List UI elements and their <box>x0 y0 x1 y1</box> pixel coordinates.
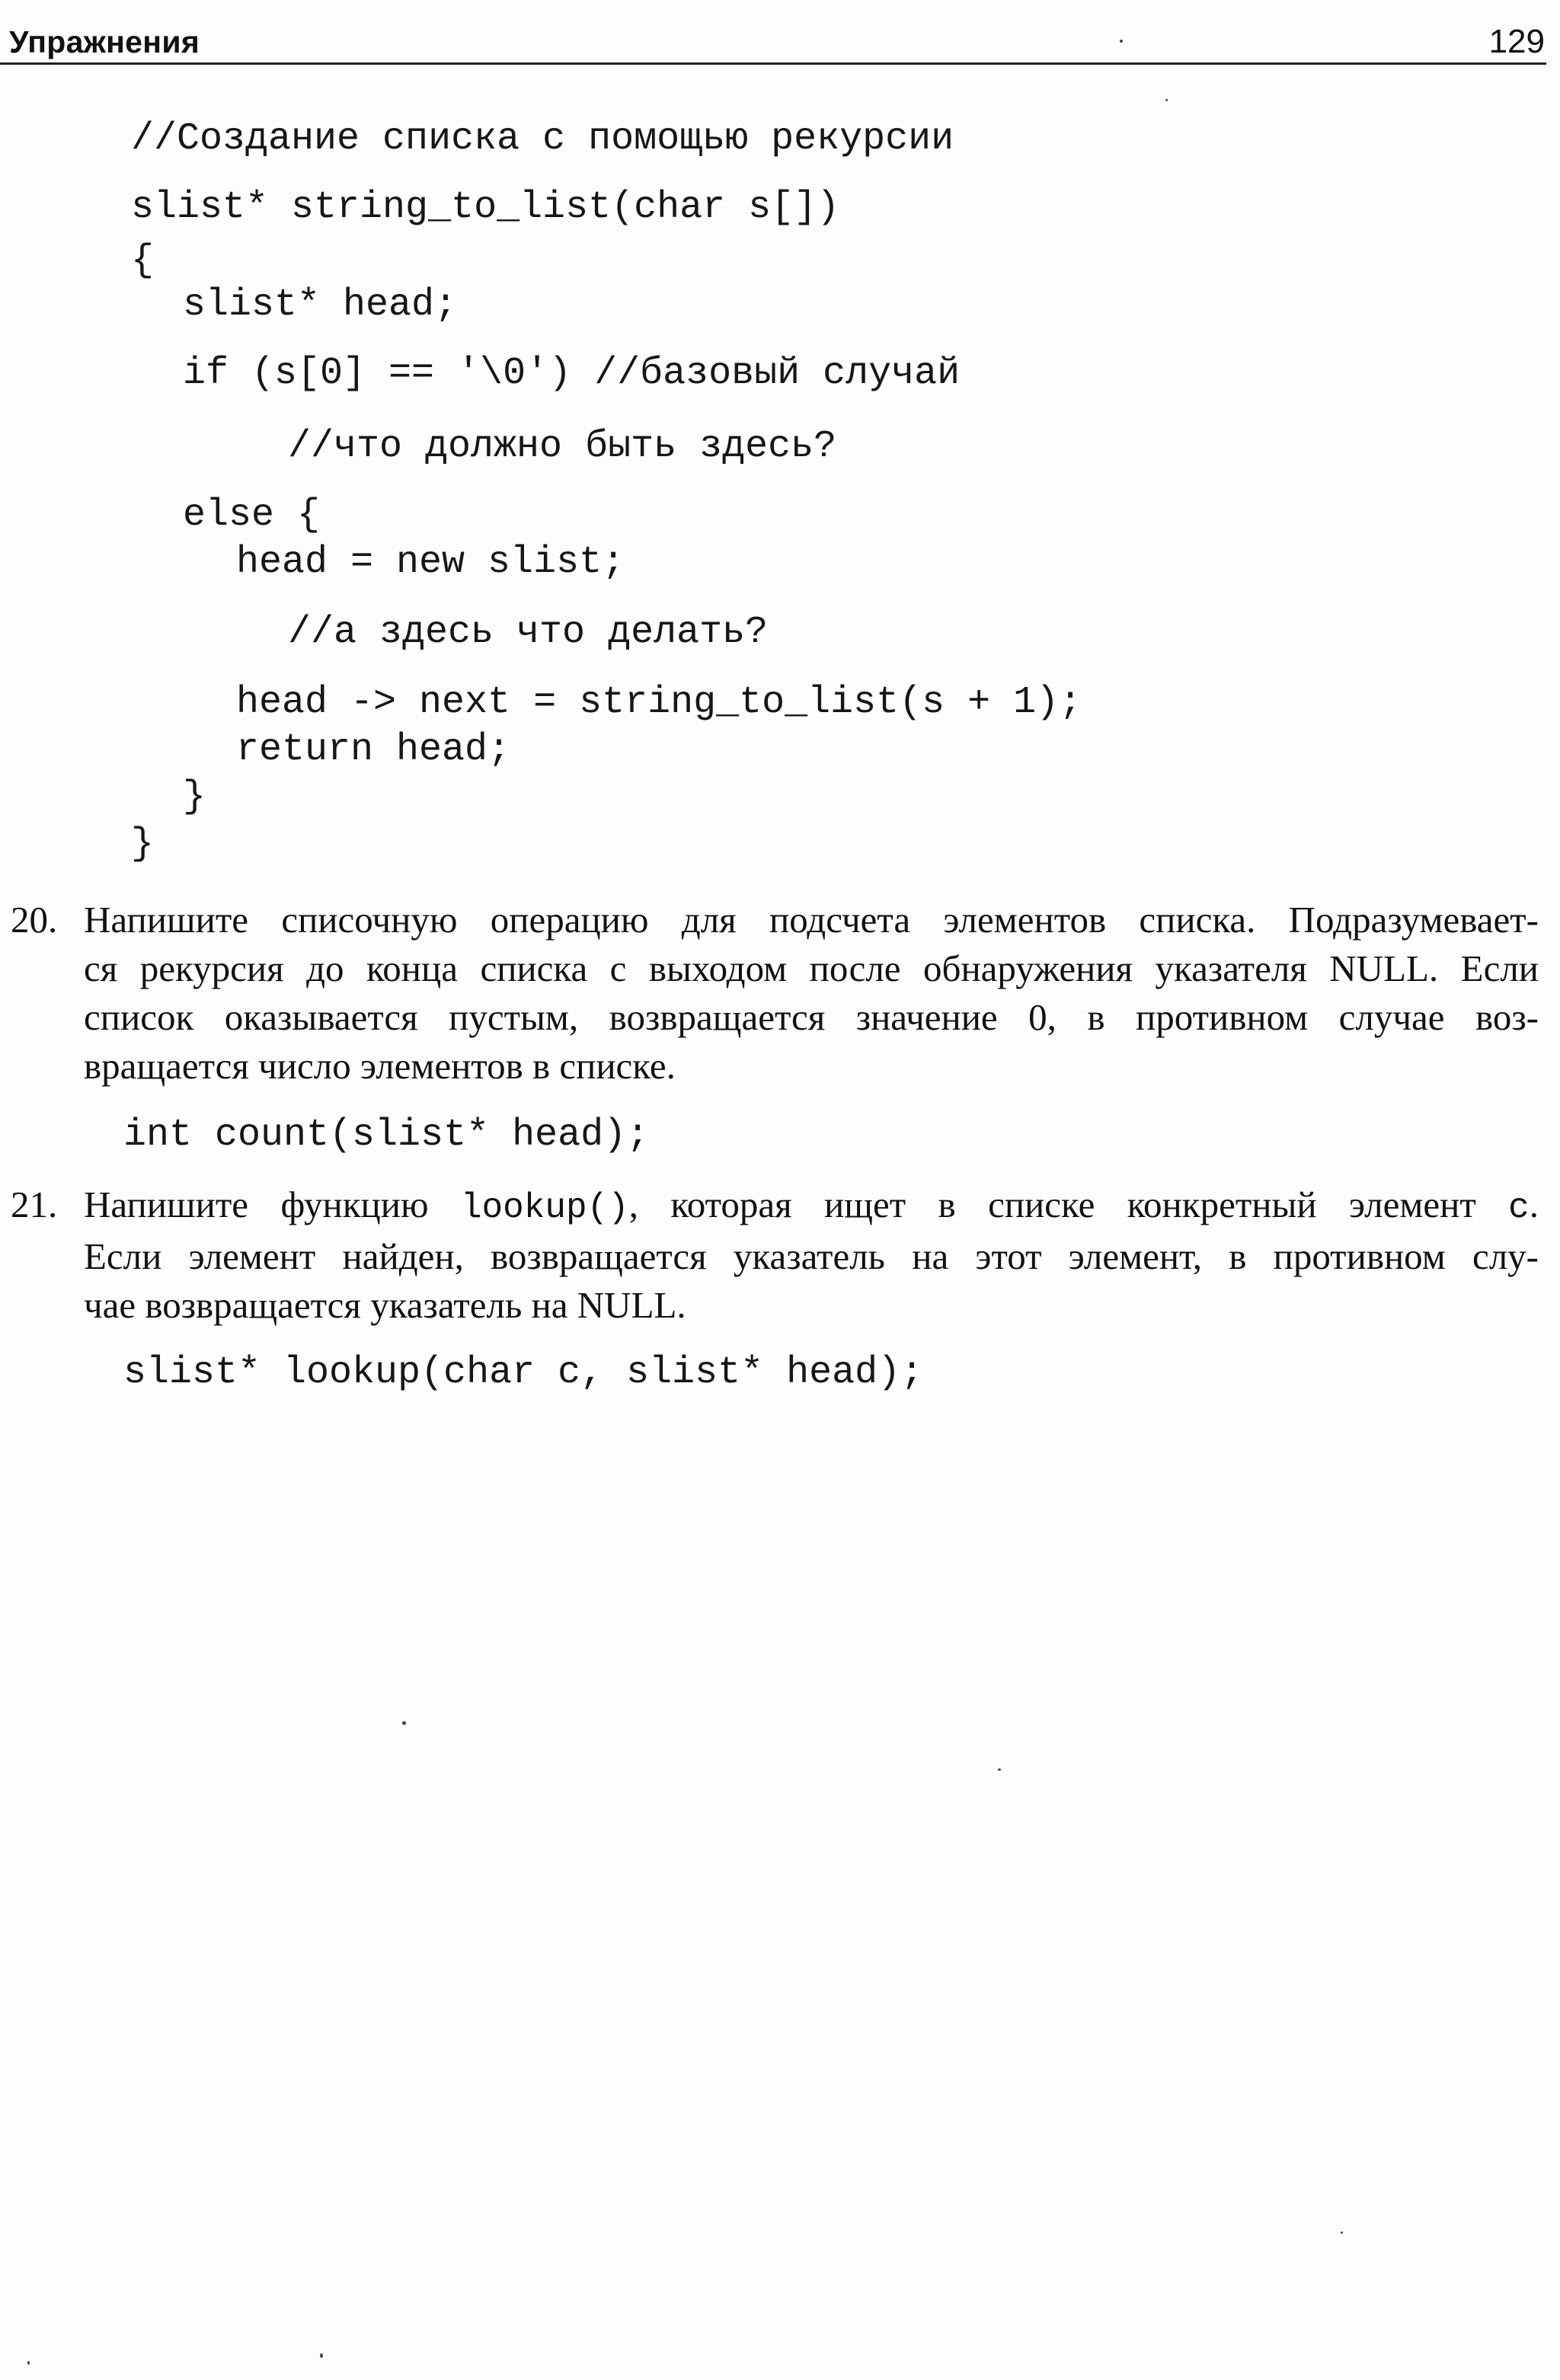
code-line: return head; <box>236 728 511 772</box>
code-line: } <box>131 823 155 866</box>
text-span: Напишите функцию <box>84 1184 461 1225</box>
text-line: Если элемент найден, возвращается указатель на этот элемент, в противном слу- <box>84 1235 1539 1277</box>
scan-speck <box>1120 40 1123 43</box>
code-comment-line: //Создание списка с помощью рекурсии <box>131 117 954 161</box>
code-line: if (s[0] == '\0') //базовый случай <box>183 352 961 395</box>
code-comment-line: //а здесь что делать? <box>288 611 769 654</box>
code-signature-count: int count(slist* head); <box>123 1113 650 1157</box>
text-line: Напишите списочную операцию для подсчета элементов списка. Подразумевает- <box>84 899 1539 941</box>
text-line: вращается число элементов в списке. <box>84 1045 676 1087</box>
text-span: . <box>1529 1184 1539 1225</box>
exercise-number: 21. <box>11 1184 58 1225</box>
scan-speck <box>27 2361 30 2365</box>
code-line: slist* head; <box>183 283 458 327</box>
page-number: 129 <box>1488 23 1545 60</box>
scan-speck <box>402 1721 406 1725</box>
code-comment-line: //что должно быть здесь? <box>288 425 837 468</box>
code-line: head = new slist; <box>236 541 625 584</box>
exercise-text <box>84 896 1539 1091</box>
scan-speck <box>1341 2231 1343 2234</box>
scan-speck <box>1165 99 1168 101</box>
text-line <box>84 1180 1539 1232</box>
inline-code: lookup() <box>460 1188 629 1228</box>
running-header <box>0 14 1545 59</box>
scan-speck <box>998 1768 1001 1771</box>
exercise-number: 20. <box>11 899 58 941</box>
text-line: ся рекурсия до конца списка с выходом после обнаружения указателя NULL. Если <box>84 947 1539 989</box>
header-rule <box>0 62 1546 65</box>
code-line: else { <box>183 494 321 537</box>
text-line: список оказывается пустым, возвращается значение 0, в противном случае воз- <box>84 996 1539 1038</box>
code-line: head -> next = string_to_list(s + 1); <box>236 681 1082 724</box>
code-signature-lookup: slist* lookup(char c, slist* head); <box>123 1351 924 1394</box>
text-span: , которая ищет в списке конкретный элемент <box>628 1184 1509 1225</box>
text-line: чае возвращается указатель на NULL. <box>84 1284 686 1326</box>
code-line: slist* string_to_list(char s[]) <box>131 186 840 229</box>
code-line: { <box>131 239 155 283</box>
inline-code: c <box>1508 1188 1530 1228</box>
chapter-title: Упражнения <box>9 24 200 59</box>
scan-speck <box>320 2353 323 2358</box>
code-line: } <box>183 775 206 819</box>
exercise-text <box>84 1180 1539 1330</box>
